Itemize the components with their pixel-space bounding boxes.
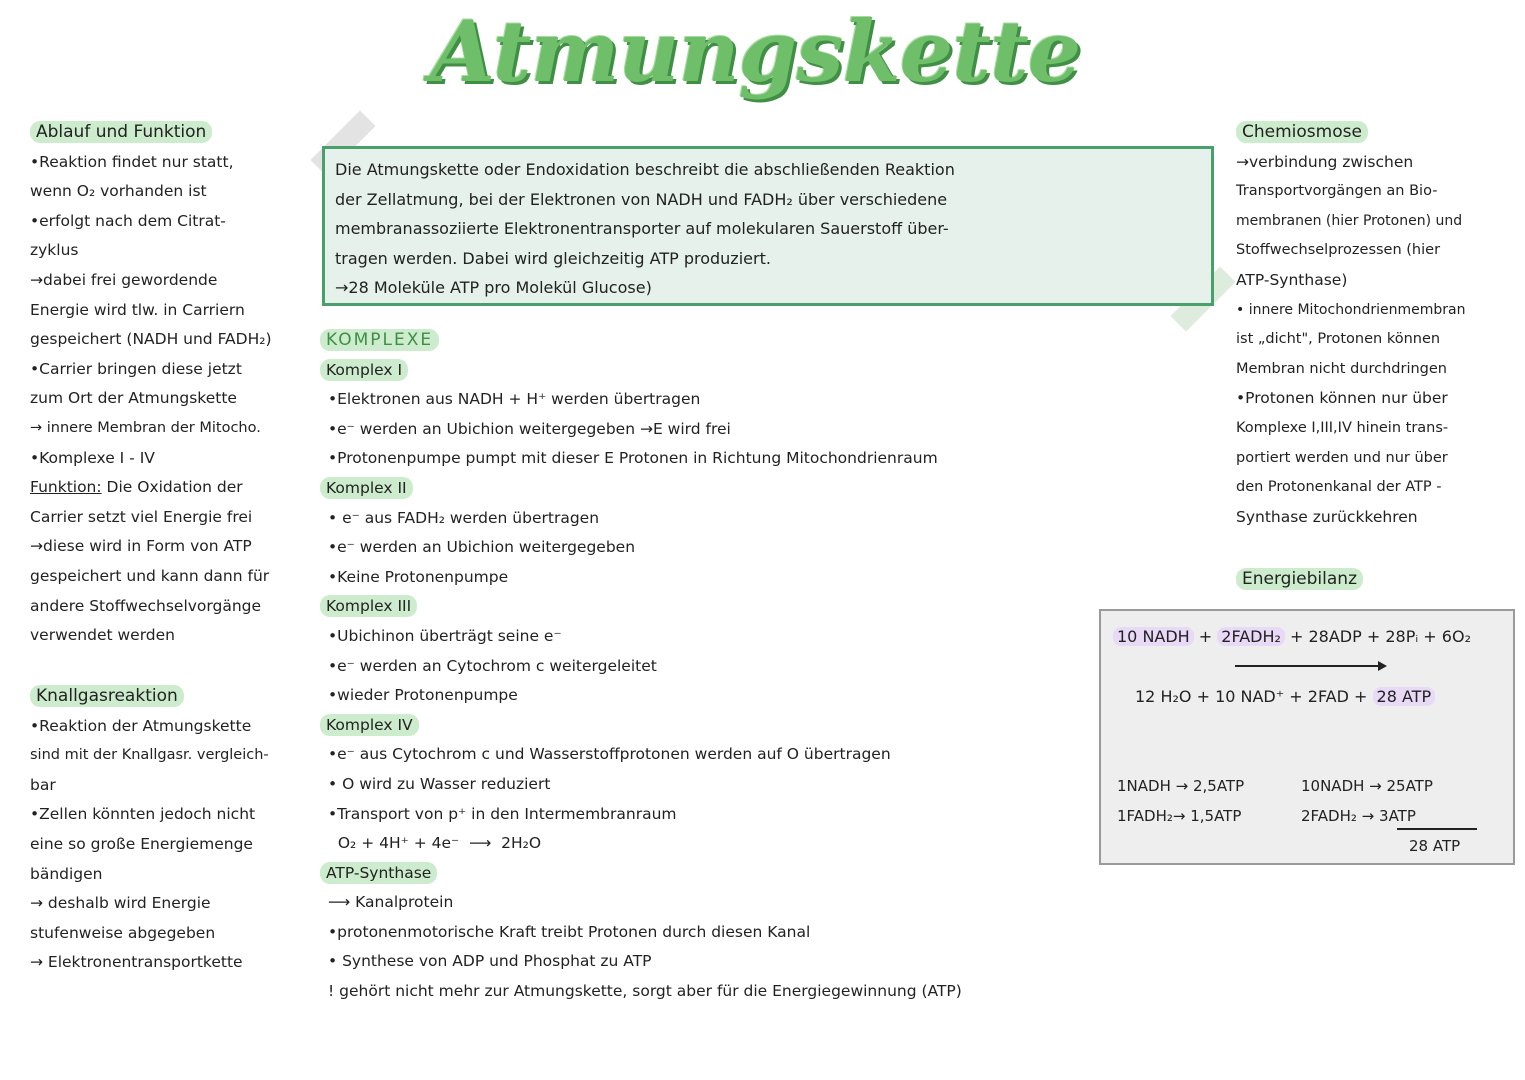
text-line: bar (30, 775, 56, 794)
atp-term: 28 ATP (1373, 687, 1436, 706)
text-line: •Ubichinon überträgt seine e⁻ (328, 626, 562, 645)
fadh-total-left: 2FADH₂ → (1301, 807, 1375, 825)
intro-line: →28 Moleküle ATP pro Molekül Glucose) (335, 278, 652, 298)
page-title: Atmungskette (430, 2, 1081, 101)
text-line: → deshalb wird Energie (30, 894, 211, 913)
text-line: • e⁻ aus FADH₂ werden übertragen (328, 508, 600, 527)
intro-line: Die Atmungskette oder Endoxidation beschreibt die abschließenden Reaktion (335, 160, 955, 179)
energiebilanz-heading-wrap (1236, 568, 1363, 590)
text-line: •e⁻ werden an Ubichion weitergegeben →E wird frei (328, 419, 731, 438)
text-line: → Elektronentransportkette (30, 953, 243, 972)
fadh-yield: 1FADH₂→ 1,5ATP (1117, 807, 1242, 825)
intro-line: membranassoziierte Elektronentransporter auf molekularen Sauerstoff über- (335, 219, 949, 239)
text-line: • Synthese von ADP und Phosphat zu ATP (328, 952, 652, 971)
text-line: •e⁻ werden an Ubichion weitergegeben (328, 538, 636, 557)
text-line: •erfolgt nach dem Citrat- (30, 211, 226, 230)
section-heading-knallgas: Knallgasreaktion (30, 685, 184, 707)
intro-line: tragen werden. Dabei wird gleichzeitig ATP produziert. (335, 248, 771, 268)
komplexe-heading: KOMPLEXE (320, 329, 439, 351)
text-line: eine so große Energiemenge (30, 834, 253, 853)
komplex-2-heading: Komplex II (320, 477, 413, 499)
text-line: •Protonen können nur über (1236, 389, 1448, 408)
text-line: Membran nicht durchdringen (1236, 360, 1447, 377)
right-column (1236, 118, 1516, 532)
text-line: wenn O₂ vorhanden ist (30, 182, 207, 201)
text-line: •Reaktion der Atmungskette (30, 716, 252, 735)
text-line: bändigen (30, 864, 103, 883)
text-line: •Komplexe I - IV (30, 448, 155, 467)
text-line: •protonenmotorische Kraft treibt Protonen durch diesen Kanal (328, 922, 811, 941)
text-line: •Protonenpumpe pumpt mit dieser E Protonen in Richtung Mitochondrienraum (328, 449, 938, 468)
total-atp: 28 ATP (1409, 837, 1461, 855)
equation-rest: + 28ADP + 28Pᵢ + 6O₂ (1284, 627, 1471, 646)
energy-equation-right (1135, 687, 1435, 706)
text-line: den Protonenkanal der ATP - (1236, 479, 1442, 496)
nadh-yield: 1NADH → 2,5ATP (1117, 777, 1245, 795)
section-heading-energiebilanz: Energiebilanz (1236, 568, 1363, 590)
text-line: membranen (hier Protonen) und (1236, 212, 1463, 229)
text-line: •Transport von p⁺ in den Intermembranraum (328, 804, 677, 823)
text-line: portiert werden und nur über (1236, 449, 1448, 466)
text-line: gespeichert (NADH und FADH₂) (30, 330, 272, 349)
left-column (30, 118, 310, 651)
funktion-line (30, 473, 310, 503)
komplex-1-heading: Komplex I (320, 359, 408, 381)
text-line: zyklus (30, 241, 79, 260)
text-line: →diese wird in Form von ATP (30, 537, 252, 556)
text-line: • O wird zu Wasser reduziert (328, 774, 551, 793)
fadh-total-label (1301, 807, 1416, 825)
text-line: gespeichert und kann dann für (30, 566, 270, 585)
products-text: 12 H₂O + 10 NAD⁺ + 2FAD + (1135, 687, 1373, 706)
energy-equation-left (1113, 627, 1471, 646)
text-line: sind mit der Knallgasr. vergleich- (30, 747, 269, 764)
equation-line: O₂ + 4H⁺ + 4e⁻ ⟶ 2H₂O (328, 834, 542, 853)
sum-line (1397, 828, 1477, 830)
text-line: •Reaktion findet nur statt, (30, 152, 234, 171)
text-line: •Zellen könnten jedoch nicht (30, 805, 256, 824)
text-line: • innere Mitochondrienmembran (1236, 301, 1466, 318)
fadh-term: 2FADH₂ (1217, 627, 1285, 646)
atp-synthase-heading: ATP-Synthase (320, 862, 437, 884)
nadh-total: 10NADH → 25ATP (1301, 777, 1433, 795)
left-column-knallgas (30, 682, 310, 978)
funktion-text: Die Oxidation der (101, 478, 243, 497)
text-line: andere Stoffwechselvorgänge (30, 596, 262, 615)
text-line: →verbindung zwischen (1236, 152, 1414, 171)
text-line: zum Ort der Atmungskette (30, 389, 237, 408)
text-line: ist „dicht", Protonen können (1236, 331, 1441, 348)
text-line: Carrier setzt viel Energie frei (30, 507, 253, 526)
energy-balance-box (1099, 609, 1515, 865)
text-line: •Carrier bringen diese jetzt (30, 359, 242, 378)
middle-column (320, 326, 1140, 1007)
fadh-total-atp: 3ATP (1379, 807, 1416, 825)
text-line: stufenweise abgegeben (30, 923, 216, 942)
komplex-4-heading: Komplex IV (320, 714, 419, 736)
nadh-term: 10 NADH (1113, 627, 1194, 646)
text-line: →dabei frei gewordende (30, 270, 218, 289)
text-line: Komplexe I,III,IV hinein trans- (1236, 419, 1449, 436)
plus-sign: + (1193, 627, 1218, 646)
text-line: •Keine Protonenpumpe (328, 567, 509, 586)
text-line: Stoffwechselprozessen (hier (1236, 242, 1441, 259)
text-line: Transportvorgängen an Bio- (1236, 183, 1438, 200)
intro-box (322, 146, 1214, 306)
text-line: •Elektronen aus NADH + H⁺ werden übertragen (328, 390, 701, 409)
komplex-3-heading: Komplex III (320, 595, 417, 617)
text-line: ! gehört nicht mehr zur Atmungskette, sorgt aber für die Energiegewinnung (ATP) (328, 982, 962, 1001)
text-line: Energie wird tlw. in Carriern (30, 300, 245, 319)
funktion-label: Funktion: (30, 478, 102, 497)
section-heading-chemiosmose: Chemiosmose (1236, 121, 1368, 143)
text-line: •e⁻ aus Cytochrom c und Wasserstoffprotonen werden auf O übertragen (328, 745, 891, 764)
text-line: verwendet werden (30, 626, 176, 645)
reaction-arrow (1235, 665, 1385, 667)
text-line: ATP-Synthase) (1236, 270, 1348, 289)
text-line: •wieder Protonenpumpe (328, 686, 518, 705)
text-line: ⟶ Kanalprotein (328, 893, 454, 912)
text-line: •e⁻ werden an Cytochrom c weitergeleitet (328, 656, 657, 675)
intro-line: der Zellatmung, bei der Elektronen von NADH und FADH₂ über verschiedene (335, 189, 948, 209)
text-line: Synthase zurückkehren (1236, 507, 1418, 526)
text-line: → innere Membran der Mitocho. (30, 419, 261, 436)
section-heading-ablauf: Ablauf und Funktion (30, 121, 212, 143)
